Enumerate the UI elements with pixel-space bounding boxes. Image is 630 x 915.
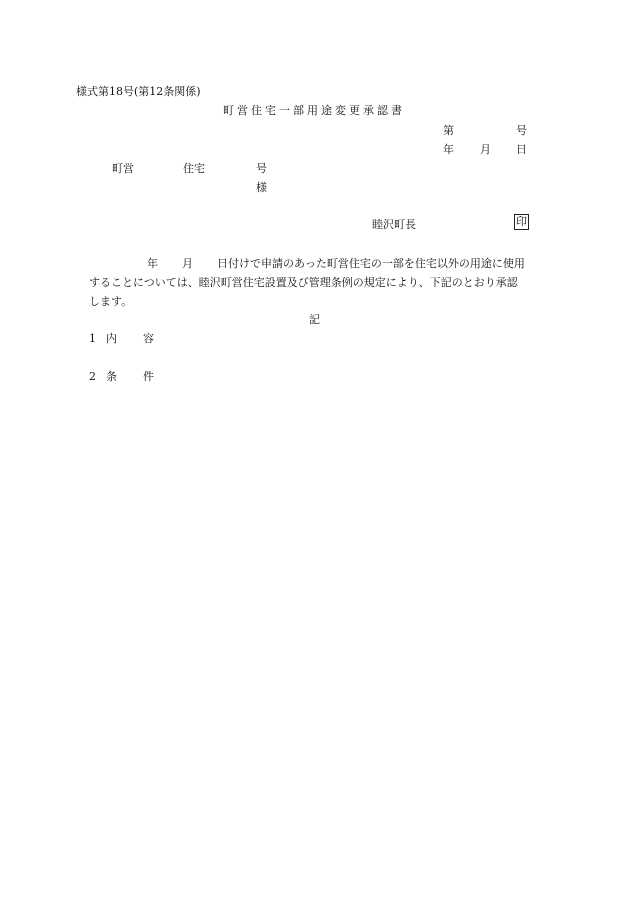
body-text-line1: 日付けで申請のあった町営住宅の一部を住宅以外の用途に使用	[217, 257, 525, 270]
ki-label: 記	[309, 313, 320, 326]
item-2-label-a: 条	[106, 370, 117, 383]
date-month-label: 月	[480, 143, 491, 156]
document-title: 町営住宅一部用途変更承認書	[223, 104, 405, 117]
item-1-label-a: 内	[106, 332, 117, 345]
body-month-label: 月	[182, 257, 193, 270]
ref-dai-label: 第	[443, 124, 454, 137]
date-day-label: 日	[516, 143, 527, 156]
item-1-number: 1	[89, 332, 96, 345]
addressee-go-label: 号	[256, 162, 267, 175]
item-2-label-b: 件	[143, 370, 154, 383]
form-number: 様式第18号(第12条関係)	[76, 85, 201, 98]
addressee-town-label: 町営	[112, 162, 134, 175]
body-year-label: 年	[147, 257, 158, 270]
item-1-label-b: 容	[143, 332, 154, 345]
body-text-line3: します。	[89, 295, 133, 308]
seal-mark: 印	[516, 215, 527, 228]
addressee-sama-label: 様	[256, 181, 267, 194]
addressee-jutaku-label: 住宅	[183, 162, 205, 175]
body-paragraph	[89, 254, 559, 311]
date-year-label: 年	[443, 143, 454, 156]
body-text-line2: することについては、睦沢町営住宅設置及び管理条例の規定により、下記のとおり承認	[89, 276, 518, 289]
ref-go-label: 号	[516, 124, 527, 137]
issuer-name: 睦沢町長	[372, 218, 416, 231]
item-2-number: 2	[89, 370, 96, 383]
